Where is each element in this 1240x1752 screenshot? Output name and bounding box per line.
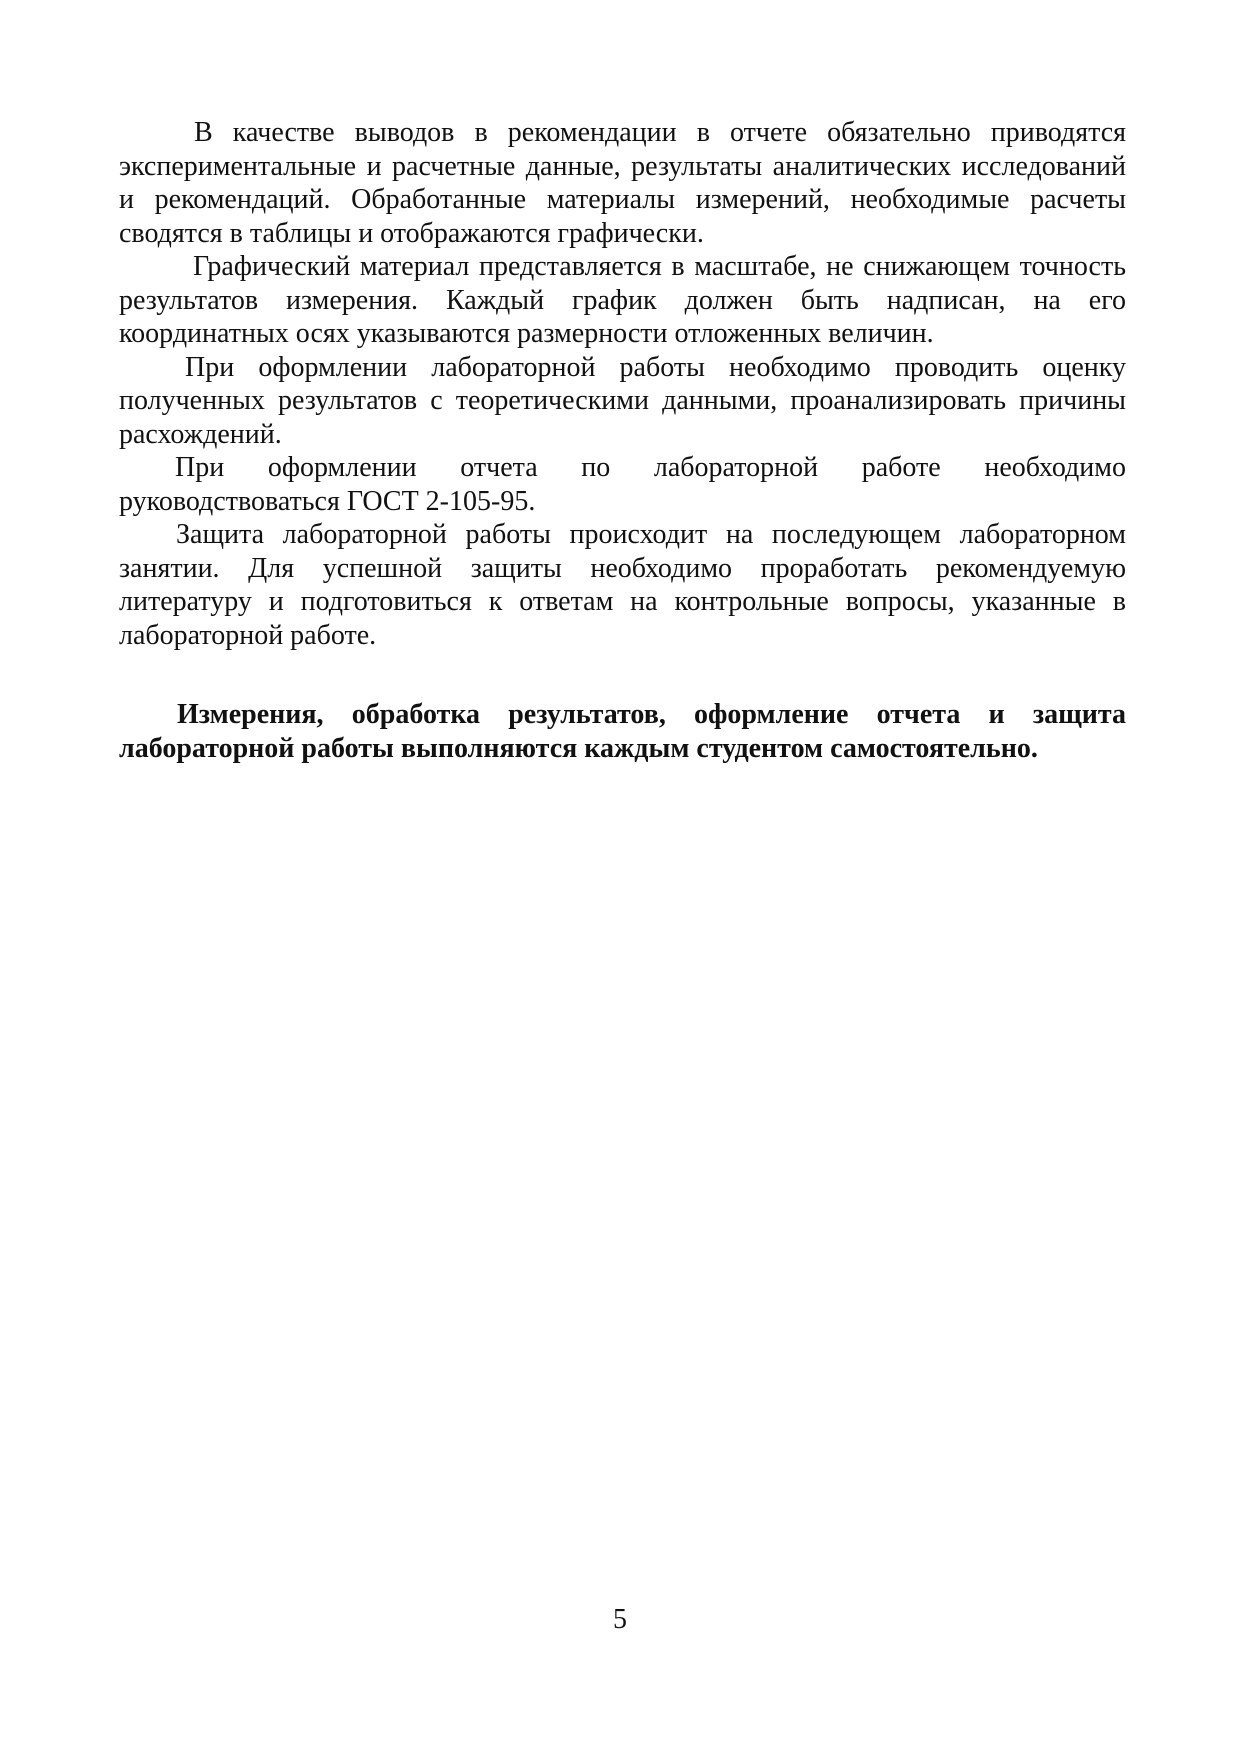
page-body xyxy=(119,116,1126,765)
paragraph-graphics: Графический материал представляется в масштабе, не снижающем точность результатов измерения. Каждый график должен быть надписан, на его координатных осях указываются размерности отложенных величин. xyxy=(119,251,1126,349)
paragraph-defense: Защита лабораторной работы происходит на последующем лабораторном занятии. Для успешной защиты необходимо проработать рекомендуемую литературу и подготовиться к ответам на контрольные вопросы, указанные в лабораторной работе. xyxy=(119,519,1126,651)
paragraph-conclusions: В качестве выводов в рекомендации в отчете обязательно приводятся экспериментальные и расчетные данные, результаты аналитических исследований и рекомендаций. Обработанные материалы измерений, необходимые расчеты сводятся в таблицы и отображаются графически. xyxy=(119,117,1126,249)
page-number: 5 xyxy=(613,1604,627,1635)
paragraph-evaluation: При оформлении лабораторной работы необходимо проводить оценку полученных результатов с теоретическими данными, проанализировать причины расхождений. xyxy=(119,351,1126,450)
bold-note: Измерения, обработка результатов, оформление отчета и защита лабораторной работы выполняются каждым студентом самостоятельно. xyxy=(119,699,1126,764)
paragraph-gost: При оформлении отчета по лабораторной работе необходимо руководствоваться ГОСТ 2-105-95. xyxy=(119,452,1126,517)
